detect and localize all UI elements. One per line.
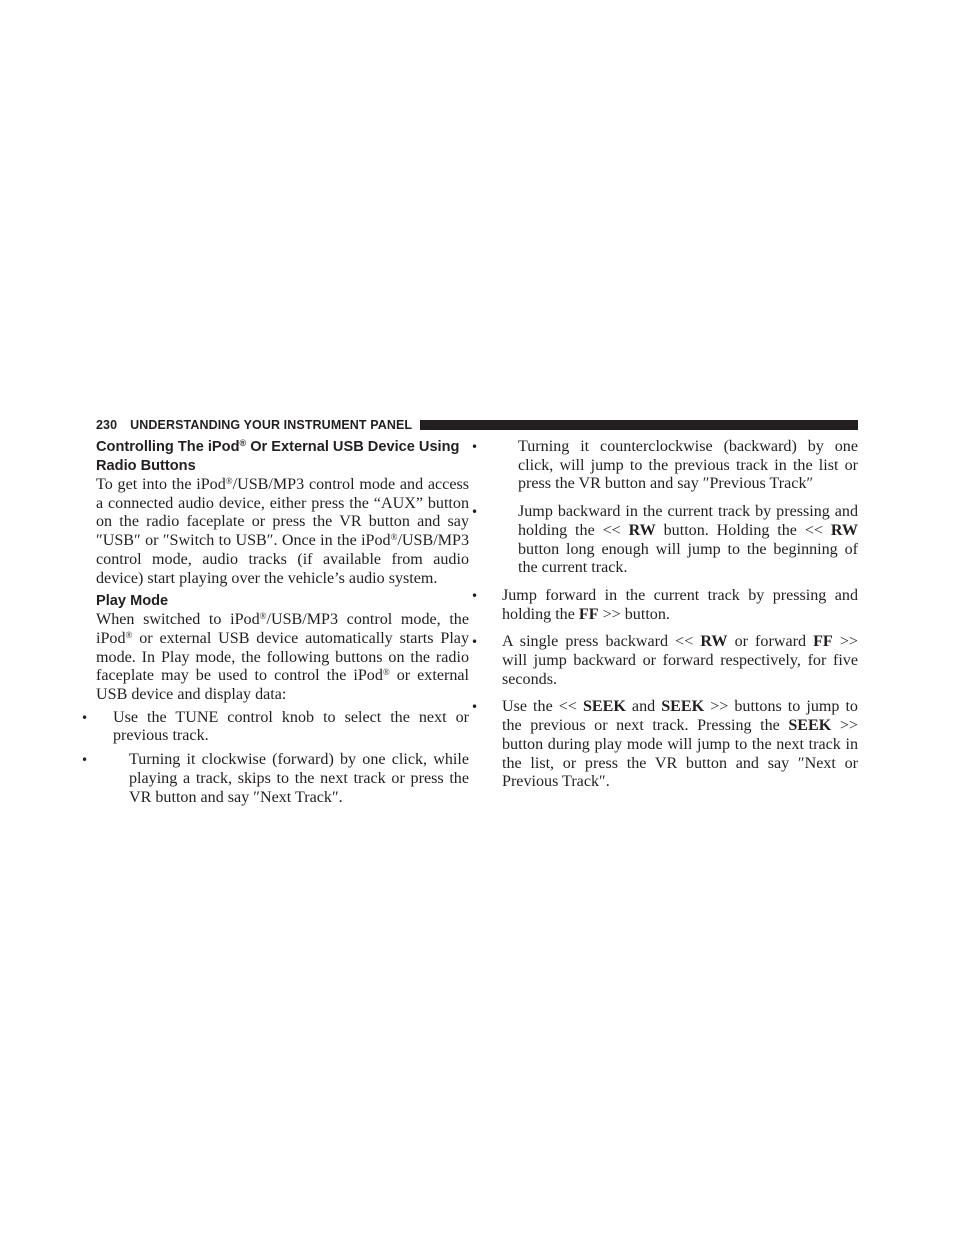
play-mode-list xyxy=(96,709,469,808)
left-column xyxy=(96,438,469,807)
bullet-rw-hold: • Jump backward in the current track by pressing and holding the << RW button. Holding the << RW button long enough will jump to the beginning of the current track. xyxy=(486,503,858,578)
heading-play-mode: Play Mode xyxy=(96,593,169,610)
heading-controlling-ipod: Controlling The iPod® Or External USB Device Using Radio Buttons xyxy=(96,438,460,474)
intro-paragraph: To get into the iPod®/USB/MP3 control mode and access a connected audio device, either press the “AUX” button on the radio faceplate or press the VR button and say ″USB″ or ″Switch to USB″. Once in the iPod®/USB/MP3 control mode, audio tracks (if available from audio device) start playing over the vehicle’s audio system. xyxy=(96,476,469,587)
bullet-seek: • Use the << SEEK and SEEK >> buttons to jump to the previous or next track. Pressing the SEEK >> button during play mode will jump to the next track in the list, or press the VR button and say ″Next or Previous Track″. xyxy=(486,698,858,792)
header-rule xyxy=(420,420,858,430)
play-mode-paragraph: When switched to iPod®/USB/MP3 control mode, the iPod® or external USB device automatically starts Play mode. In Play mode, the following buttons on the radio faceplate may be used to control the iPod® or external USB device and display data: xyxy=(96,611,469,704)
bullet-tune-knob: • Use the TUNE control knob to select the next or previous track. xyxy=(96,709,469,746)
page-number: 230 xyxy=(96,418,118,432)
bullet-counterclockwise: • Turning it counterclockwise (backward) by one click, will jump to the previous track in the list or press the VR button and say ″Previous Track″ xyxy=(486,438,858,494)
page-header xyxy=(96,417,858,433)
bullet-ff-hold: • Jump forward in the current track by pressing and holding the FF >> button. xyxy=(486,587,858,624)
section-title: UNDERSTANDING YOUR INSTRUMENT PANEL xyxy=(130,418,413,432)
bullet-clockwise: • Turning it clockwise (forward) by one click, while playing a track, skips to the next track or press the VR button and say ″Next Track″. xyxy=(96,751,469,807)
bullet-single-press: • A single press backward << RW or forward FF >> will jump backward or forward respectively, for five seconds. xyxy=(486,633,858,689)
right-column xyxy=(486,438,858,792)
play-mode-list-continued xyxy=(486,438,858,792)
